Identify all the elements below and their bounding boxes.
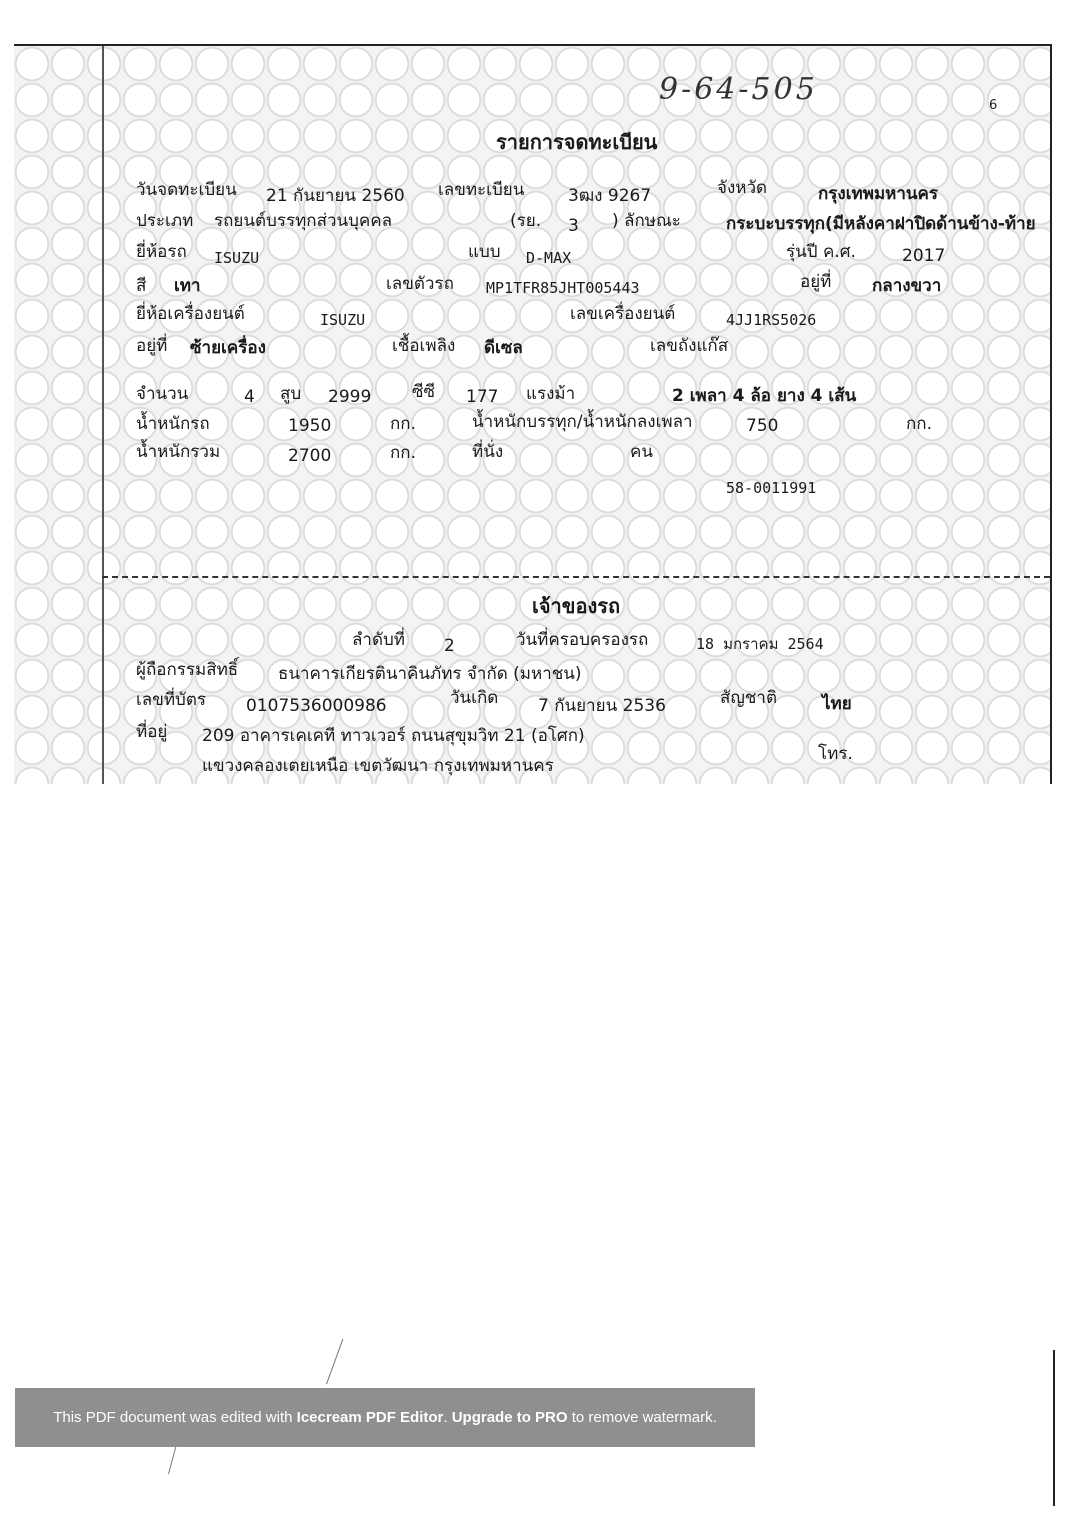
year-value: 2017: [902, 246, 946, 266]
seats-label: ที่นั่ง: [472, 442, 504, 462]
load-value: 750: [746, 416, 779, 436]
holder-label: ผู้ถือกรรมสิทธิ์: [136, 660, 239, 680]
holder-value: ธนาคารเกียรตินาคินภัทร จำกัด (มหาชน): [278, 664, 582, 684]
plate-value: 3ฒง 9267: [568, 186, 652, 206]
scan-mark: [326, 1339, 343, 1384]
watermark-text: This PDF document was edited with: [53, 1409, 293, 1426]
handwritten-reference: 9-64-505: [659, 72, 818, 107]
document-number: 58-0011991: [726, 479, 817, 497]
nationality-label: สัญชาติ: [720, 688, 777, 708]
chassis-value: MP1TFR85JHT005443: [486, 279, 640, 297]
province-label: จังหวัด: [717, 178, 768, 198]
brand-label: ยี่ห้อรถ: [136, 242, 187, 262]
chassis-label: เลขตัวรถ: [386, 274, 454, 294]
registration-title: รายการจดทะเบียน: [496, 130, 658, 154]
engine-no-label: เลขเครื่องยนต์: [570, 304, 676, 324]
weight-label: น้ำหนักรถ: [136, 414, 210, 434]
brand-value: ISUZU: [214, 249, 260, 267]
gross-value: 2700: [288, 446, 332, 466]
chassis-loc-value: กลางขวา: [872, 276, 942, 296]
count-value: 4: [244, 387, 255, 407]
plate-label: เลขทะเบียน: [438, 180, 525, 200]
fuel-value: ดีเซล: [484, 338, 523, 358]
cyl-value: 2999: [328, 387, 372, 407]
color-label: สี: [136, 276, 147, 296]
cc-value: 177: [466, 387, 499, 407]
engine-no-value: 4JJ1RS5026: [726, 311, 817, 329]
card-value: 0107536000986: [246, 696, 387, 716]
weight-value: 1950: [288, 416, 332, 436]
page-number: 6: [989, 98, 998, 113]
registration-document: [14, 44, 1052, 784]
chassis-loc-label: อยู่ที่: [800, 272, 832, 292]
section-divider: [102, 576, 1050, 578]
ry-close-label: ) ลักษณะ: [612, 211, 681, 231]
watermark-upgrade-link[interactable]: Upgrade to PRO: [451, 1409, 568, 1426]
engine-brand-value: ISUZU: [320, 311, 366, 329]
order-value: 2: [444, 636, 455, 656]
engine-loc-value: ซ้ายเครื่อง: [190, 338, 266, 358]
tel-label: โทร.: [818, 744, 853, 764]
address-line-1: 209 อาคารเคเคที ทาวเวอร์ ถนนสุขุมวิท 21 (อโศก): [202, 726, 585, 746]
watermark-product: Icecream PDF Editor: [296, 1409, 444, 1426]
model-value: D-MAX: [526, 249, 572, 267]
province-value: กรุงเทพมหานคร: [818, 184, 939, 204]
dob-label: วันเกิด: [450, 688, 499, 708]
card-label: เลขที่บัตร: [136, 690, 207, 710]
ry-open: (รย.: [510, 211, 542, 231]
kg-unit-1: กก.: [390, 414, 416, 434]
persons-label: คน: [630, 442, 653, 462]
body-value: กระบะบรรทุก(มีหลังคาฝาปิดด้านข้าง-ท้าย: [726, 214, 1036, 234]
possess-date: 18 มกราคม 2564: [696, 635, 824, 653]
dob-value: 7 กันยายน 2536: [538, 696, 666, 716]
nationality-value: ไทย: [822, 694, 852, 714]
color-value: เทา: [174, 276, 201, 296]
year-label: รุ่นปี ค.ศ.: [786, 242, 856, 262]
cyl-label: สูบ: [280, 384, 302, 404]
ry-value: 3: [568, 216, 579, 236]
type-value: รถยนต์บรรทุกส่วนบุคคล: [214, 211, 393, 231]
load-label: น้ำหนักบรรทุก/น้ำหนักลงเพลา: [472, 412, 693, 432]
cc-label: ซีซี: [412, 382, 436, 402]
gas-tank-label: เลขถังแก๊ส: [650, 336, 729, 356]
engine-brand-label: ยี่ห้อเครื่องยนต์: [136, 304, 245, 324]
kg-unit-3: กก.: [390, 443, 416, 463]
watermark-text-end: to remove watermark.: [571, 1409, 717, 1426]
order-label: ลำดับที่: [352, 630, 406, 650]
possess-label: วันที่ครอบครองรถ: [516, 630, 649, 650]
count-label: จำนวน: [136, 384, 189, 404]
fuel-label: เชื้อเพลิง: [392, 336, 456, 356]
left-border-line: [102, 46, 104, 784]
watermark-banner: [15, 1388, 755, 1447]
watermark-separator: .: [443, 1409, 448, 1426]
reg-date-label: วันจดทะเบียน: [136, 180, 237, 200]
address-label: ที่อยู่: [136, 722, 168, 742]
type-label: ประเภท: [136, 211, 194, 231]
kg-unit-2: กก.: [906, 414, 932, 434]
reg-date-value: 21 กันยายน 2560: [266, 186, 405, 206]
hp-label: แรงม้า: [526, 384, 576, 404]
gross-label: น้ำหนักรวม: [136, 442, 221, 462]
address-line-2: แขวงคลองเตยเหนือ เขตวัฒนา กรุงเทพมหานคร: [202, 756, 554, 776]
axles-value: 2 เพลา 4 ล้อ ยาง 4 เส้น: [672, 386, 857, 406]
model-label: แบบ: [468, 242, 501, 262]
owner-title: เจ้าของรถ: [532, 594, 621, 618]
right-edge-mark: [1053, 1350, 1055, 1506]
engine-loc-label: อยู่ที่: [136, 336, 168, 356]
